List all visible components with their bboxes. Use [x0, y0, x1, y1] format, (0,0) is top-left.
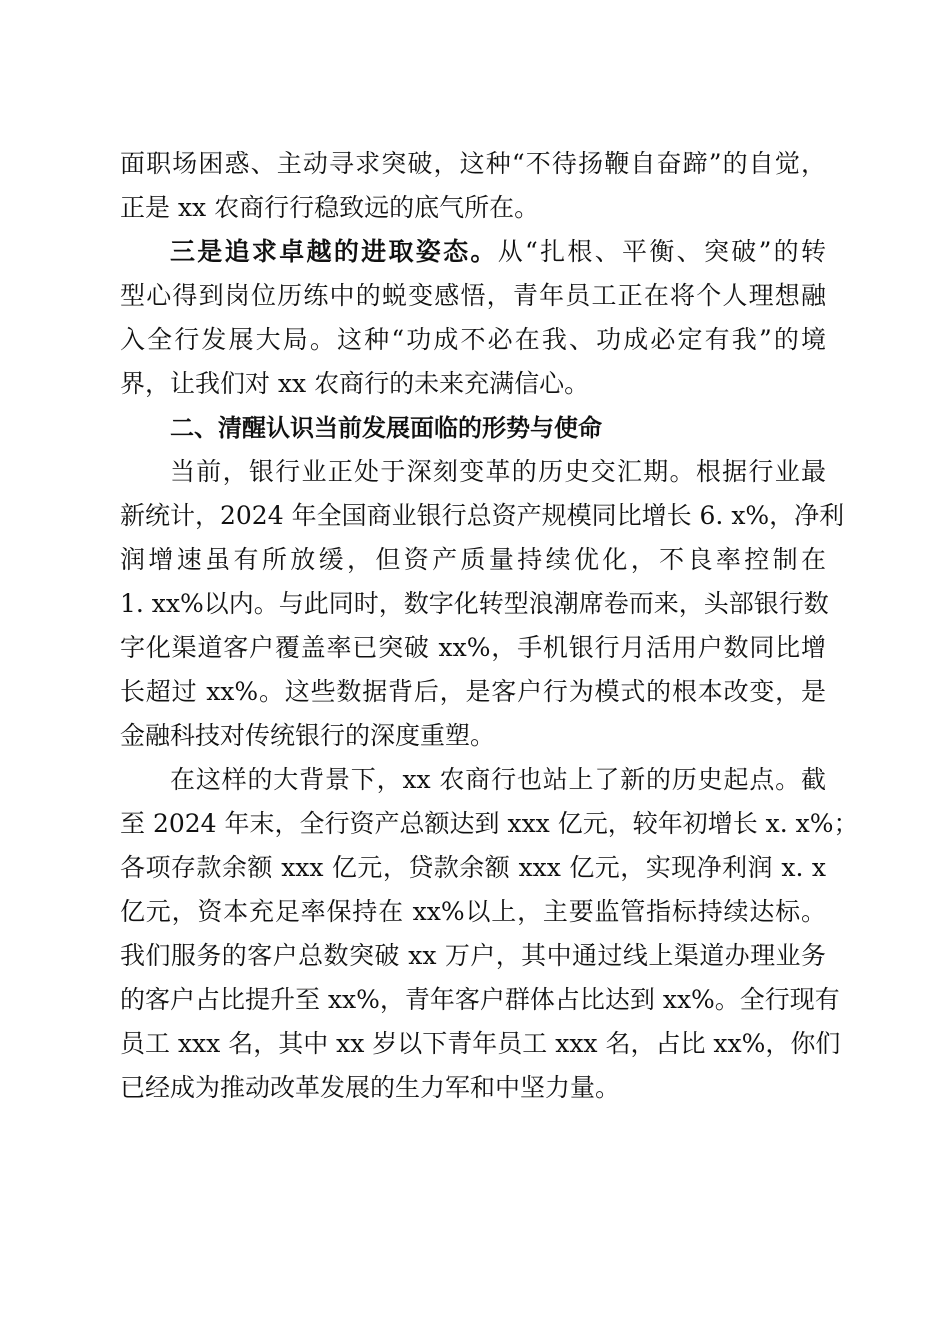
- text-line: 至 2024 年末，全行资产总额达到 xxx 亿元，较年初增长 x. x%；: [120, 809, 859, 838]
- text-line: 界，让我们对 xx 农商行的未来充满信心。: [120, 369, 590, 398]
- text-line: 各项存款余额 xxx 亿元，贷款余额 xxx 亿元，实现净利润 x. x: [120, 853, 826, 882]
- document-page: [120, 142, 859, 1110]
- text-line: [120, 230, 826, 274]
- text-line: 1. xx%以内。与此同时，数字化转型浪潮席卷而来，头部银行数: [120, 589, 829, 618]
- text-line: 润增速虽有所放缓，但资产质量持续优化，不良率控制在: [120, 545, 826, 574]
- text-line: 已经成为推动改革发展的生力军和中坚力量。: [120, 1073, 621, 1102]
- text-line: 入全行发展大局。这种“功成不必在我、功成必定有我”的境: [120, 325, 826, 354]
- text-line: 亿元，资本充足率保持在 xx%以上，主要监管指标持续达标。: [120, 897, 826, 926]
- paragraph-4: [120, 758, 859, 1110]
- text-line: 长超过 xx%。这些数据背后，是客户行为模式的根本改变，是: [120, 677, 826, 706]
- text-line: 我们服务的客户总数突破 xx 万户，其中通过线上渠道办理业务: [120, 941, 826, 970]
- text-fragment: 从“扎根、平衡、突破”的转: [497, 237, 826, 266]
- text-line: 面职场困惑、主动寻求突破，这种“不待扬鞭自奋蹄”的自觉，: [120, 149, 826, 178]
- paragraph-1: [120, 142, 826, 230]
- text-line: 新统计，2024 年全国商业银行总资产规模同比增长 6. x%，净利: [120, 501, 845, 530]
- text-line: 员工 xxx 名，其中 xx 岁以下青年员工 xxx 名，占比 xx%，你们: [120, 1029, 841, 1058]
- heading-text: 二、清醒认识当前发展面临的形势与使命: [170, 414, 602, 442]
- text-line: 正是 xx 农商行行稳致远的底气所在。: [120, 193, 540, 222]
- paragraph-3: [120, 450, 845, 758]
- paragraph-2: [120, 230, 826, 406]
- text-line: 型心得到岗位历练中的蜕变感悟，青年员工正在将个人理想融: [120, 281, 826, 310]
- section-heading: [120, 406, 826, 450]
- text-line: 在这样的大背景下，xx 农商行也站上了新的历史起点。截: [170, 765, 826, 794]
- text-line: 的客户占比提升至 xx%，青年客户群体占比达到 xx%。全行现有: [120, 985, 840, 1014]
- text-line: 字化渠道客户覆盖率已突破 xx%，手机银行月活用户数同比增: [120, 633, 826, 662]
- paragraph-lead: 三是追求卓越的进取姿态。: [170, 237, 498, 266]
- text-line: 金融科技对传统银行的深度重塑。: [120, 721, 496, 750]
- text-line: 当前，银行业正处于深刻变革的历史交汇期。根据行业最: [170, 457, 826, 486]
